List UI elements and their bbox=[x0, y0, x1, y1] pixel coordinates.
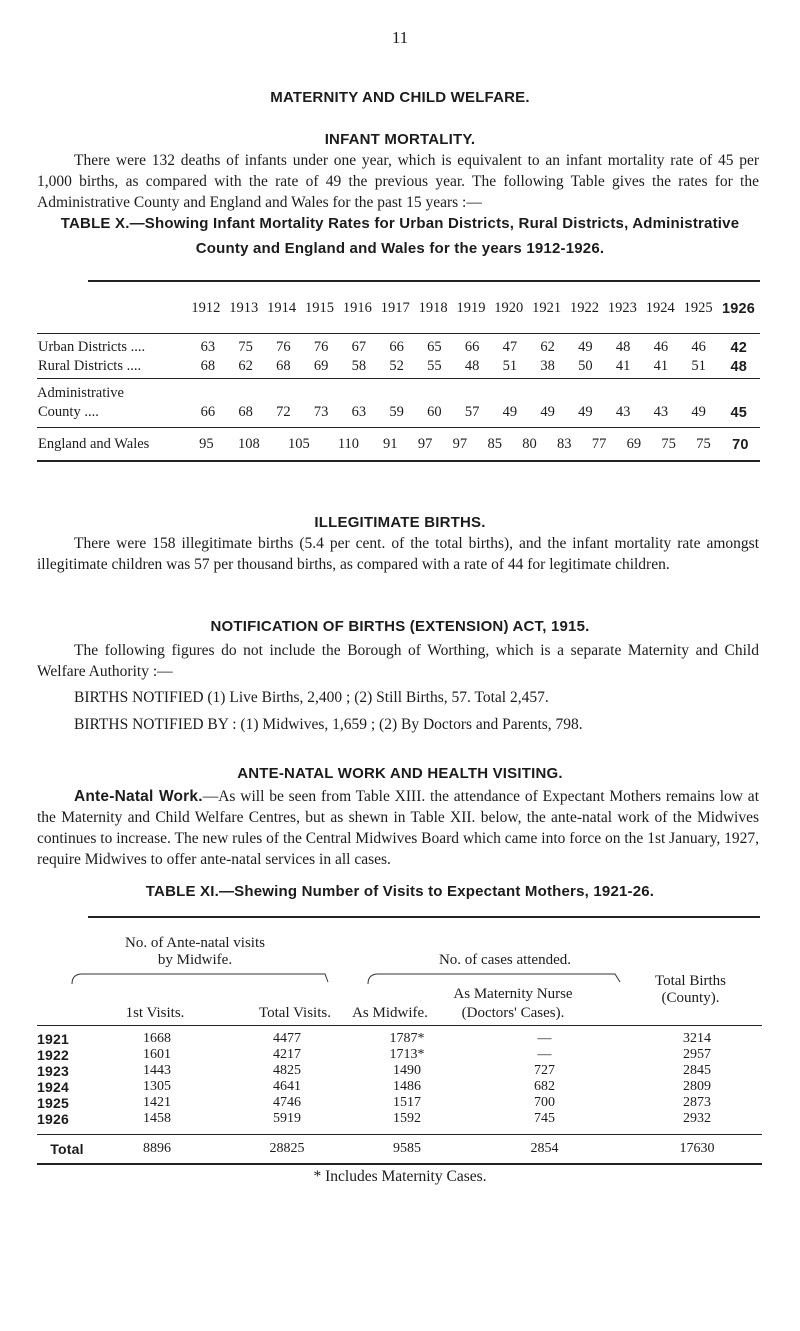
table-cell: 49 bbox=[578, 339, 593, 355]
col-nurse-line1: As Maternity Nurse bbox=[453, 986, 573, 1002]
table-cell: 4217 bbox=[273, 1047, 301, 1062]
year-cell: 1926 bbox=[37, 1111, 69, 1127]
table-cell: 2873 bbox=[683, 1095, 711, 1110]
year-header: 1925 bbox=[683, 300, 713, 316]
col-as-midwife: As Midwife. bbox=[352, 1005, 428, 1021]
table-cell: 60 bbox=[427, 404, 442, 420]
table-cell: 83 bbox=[557, 436, 572, 452]
antenatal-text: —As will be seen from Table XIII. the attendance of Expectant Mothers remains low at the Maternity and Child Welfare Centres, but as shewn in Table XII. below, the ante-natal work of the Midwives continues to increase. The new rules of the Central Midwives Board which came into force on the 1st January, 1927, require Midwives to offer ante-natal services in all cases. bbox=[37, 788, 759, 868]
year-header: 1914 bbox=[267, 300, 297, 316]
table11-births-header: Total Births (County). bbox=[654, 973, 727, 1006]
table11-group2-header: No. of cases attended. bbox=[438, 952, 572, 968]
table-cell: 95 bbox=[199, 436, 214, 452]
table-cell: 727 bbox=[534, 1063, 555, 1078]
table-cell: 1668 bbox=[143, 1031, 171, 1046]
table-cell: 63 bbox=[351, 404, 367, 420]
table-cell: 3214 bbox=[683, 1031, 711, 1046]
table-cell: 97 bbox=[452, 436, 468, 452]
table11-title: TABLE XI.—Shewing Number of Visits to Expectant Mothers, 1921-26. bbox=[145, 883, 655, 900]
year-header: 1926 bbox=[721, 300, 756, 317]
table-cell: 4746 bbox=[273, 1095, 301, 1110]
table-cell: 1517 bbox=[393, 1095, 421, 1110]
heading-antenatal-work: ANTE-NATAL WORK AND HEALTH VISITING. bbox=[237, 765, 563, 782]
col-total-visits: Total Visits. bbox=[259, 1005, 331, 1021]
table-cell: 69 bbox=[626, 436, 642, 452]
table11-footnote: * Includes Maternity Cases. bbox=[313, 1168, 487, 1185]
page-number: 11 bbox=[391, 28, 409, 47]
births-notified-line-1: BIRTHS NOTIFIED (1) Live Births, 2,400 ; (2) Still Births, 57. Total 2,457. bbox=[74, 689, 549, 706]
table-cell: 5919 bbox=[273, 1111, 301, 1126]
heading-notification-act: NOTIFICATION OF BIRTHS (EXTENSION) ACT, 1915. bbox=[210, 618, 590, 635]
table-cell: 1713* bbox=[389, 1047, 425, 1062]
table10-header bbox=[187, 299, 760, 318]
table-cell: 1458 bbox=[143, 1111, 171, 1126]
table-cell: 49 bbox=[502, 404, 518, 420]
year-header: 1913 bbox=[229, 300, 259, 316]
table-cell: 2957 bbox=[683, 1047, 711, 1062]
table-cell: 28825 bbox=[269, 1141, 305, 1156]
table10-rule-2 bbox=[37, 427, 760, 428]
table-cell: 49 bbox=[540, 404, 555, 420]
table-row bbox=[37, 1031, 762, 1047]
table-cell: 66 bbox=[389, 339, 404, 355]
table-cell: 105 bbox=[288, 436, 310, 452]
table11-header-rule bbox=[37, 1025, 762, 1026]
table-cell: 59 bbox=[389, 404, 404, 420]
table-cell: 1601 bbox=[143, 1047, 171, 1062]
year-cell: 1921 bbox=[37, 1031, 69, 1047]
table-cell: 62 bbox=[540, 339, 555, 355]
table-cell: 49 bbox=[578, 404, 593, 420]
group1-line2: by Midwife. bbox=[157, 952, 233, 968]
table-cell: 51 bbox=[691, 358, 706, 374]
year-header: 1922 bbox=[570, 300, 600, 316]
row-label-line1: Administrative bbox=[37, 385, 124, 401]
table-row bbox=[37, 403, 760, 422]
year-header: 1917 bbox=[380, 300, 410, 316]
paragraph-illegitimate-births: There were 158 illegitimate births (5.4 per cent. of the total births), and the infant mortality rate amongst illegitimate children was 57 per thousand births, as compared with a rate of 44 for legitimate children. bbox=[37, 535, 759, 573]
table-cell: 75 bbox=[661, 436, 676, 452]
table10-title-line1: TABLE X.—Showing Infant Mortality Rates for Urban Districts, Rural Districts, Administrative bbox=[60, 215, 740, 232]
year-cell: 1922 bbox=[37, 1047, 69, 1063]
table-cell: 52 bbox=[389, 358, 404, 374]
table-cell: 45 bbox=[730, 404, 748, 421]
table-row bbox=[37, 1095, 762, 1111]
table-cell: 63 bbox=[200, 339, 216, 355]
table10-title-line2: County and England and Wales for the years 1912-1926. bbox=[195, 240, 605, 257]
table10-top-rule bbox=[88, 280, 760, 282]
table-cell: 46 bbox=[691, 339, 706, 355]
table-cell: 50 bbox=[578, 358, 593, 374]
year-header: 1919 bbox=[456, 300, 486, 316]
table-cell: 51 bbox=[502, 358, 518, 374]
table-cell: 76 bbox=[313, 339, 329, 355]
table-cell: 68 bbox=[276, 358, 291, 374]
table-cell: 43 bbox=[653, 404, 669, 420]
table-cell: 9585 bbox=[393, 1141, 421, 1156]
table-cell: 66 bbox=[464, 339, 480, 355]
heading-illegitimate-births: ILLEGITIMATE BIRTHS. bbox=[314, 514, 486, 531]
table-cell: 745 bbox=[534, 1111, 555, 1126]
table-cell: 75 bbox=[696, 436, 711, 452]
table-cell: 2845 bbox=[683, 1063, 711, 1078]
table-cell: 68 bbox=[238, 404, 253, 420]
table-cell: 1592 bbox=[393, 1111, 421, 1126]
table-cell: 41 bbox=[615, 358, 631, 374]
table-cell: 77 bbox=[591, 436, 607, 452]
year-cell: 1925 bbox=[37, 1095, 69, 1111]
table10-body-c bbox=[37, 435, 760, 454]
col-first-visits: 1st Visits. bbox=[125, 1005, 185, 1021]
table-cell: 682 bbox=[534, 1079, 555, 1094]
table-cell: 2809 bbox=[683, 1079, 711, 1094]
table10-rule-1 bbox=[37, 378, 760, 379]
year-header: 1912 bbox=[191, 300, 221, 316]
table-row bbox=[37, 1111, 762, 1127]
year-header: 1924 bbox=[645, 300, 675, 316]
table-cell: 700 bbox=[534, 1095, 555, 1110]
table-row bbox=[37, 1079, 762, 1095]
row-label: Urban Districts .... bbox=[38, 339, 146, 355]
table11-total bbox=[37, 1141, 762, 1157]
table-cell: 4641 bbox=[273, 1079, 301, 1094]
table11-body bbox=[37, 1031, 762, 1127]
table-cell: 1443 bbox=[143, 1063, 171, 1078]
table-cell: 91 bbox=[383, 436, 398, 452]
table-cell: — bbox=[537, 1047, 552, 1062]
table-cell: 1486 bbox=[393, 1079, 421, 1094]
table-cell: 1305 bbox=[143, 1079, 171, 1094]
table-cell: 8896 bbox=[143, 1141, 171, 1156]
table-cell: 4477 bbox=[273, 1031, 301, 1046]
table10-body-b bbox=[37, 403, 760, 422]
table-cell: 68 bbox=[200, 358, 216, 374]
year-header: 1921 bbox=[532, 300, 562, 316]
table-cell: 85 bbox=[487, 436, 502, 452]
table-cell: — bbox=[537, 1031, 552, 1046]
year-header: 1920 bbox=[494, 300, 524, 316]
table10-body-a bbox=[37, 338, 760, 376]
row-label: England and Wales bbox=[38, 436, 150, 452]
table-cell: 80 bbox=[522, 436, 537, 452]
table-row bbox=[37, 338, 760, 357]
group1-line1: No. of Ante-natal visits bbox=[125, 935, 265, 951]
table10-header-rule bbox=[37, 333, 760, 334]
table-cell: 47 bbox=[502, 339, 518, 355]
table-cell: 55 bbox=[427, 358, 442, 374]
table11-top-rule bbox=[88, 916, 760, 918]
year-cell: 1924 bbox=[37, 1079, 69, 1095]
row-label: Rural Districts .... bbox=[38, 358, 142, 374]
table-cell: 42 bbox=[730, 339, 748, 356]
table-cell: 43 bbox=[615, 404, 631, 420]
table-row bbox=[37, 435, 760, 454]
table-cell: 62 bbox=[238, 358, 253, 374]
table-cell: 97 bbox=[417, 436, 433, 452]
paragraph-notification: The following figures do not include the Borough of Worthing, which is a separate Maternity and Child Welfare Authority :— bbox=[37, 642, 759, 680]
table-cell: 17630 bbox=[679, 1141, 715, 1156]
table-cell: 67 bbox=[351, 339, 367, 355]
table-cell: 48 bbox=[464, 358, 480, 374]
row-label: County .... bbox=[38, 404, 99, 420]
table-cell: 72 bbox=[276, 404, 291, 420]
table-cell: 57 bbox=[464, 404, 480, 420]
table-cell: 4825 bbox=[273, 1063, 301, 1078]
table11-bottom-rule bbox=[37, 1163, 762, 1165]
table-cell: 58 bbox=[351, 358, 367, 374]
table-row bbox=[37, 1063, 762, 1079]
table-row bbox=[37, 1047, 762, 1063]
heading-infant-mortality: INFANT MORTALITY. bbox=[324, 131, 476, 148]
table-cell: 75 bbox=[238, 339, 253, 355]
table-cell: 49 bbox=[691, 404, 706, 420]
table11-group1-header bbox=[75, 935, 315, 969]
table-cell: 48 bbox=[730, 358, 748, 375]
table-cell: 48 bbox=[615, 339, 631, 355]
table-row bbox=[37, 357, 760, 376]
table-cell: 2854 bbox=[530, 1141, 559, 1156]
paragraph-infant-mortality: There were 132 deaths of infants under one year, which is equivalent to an infant mortality rate of 45 per 1,000 births, as compared with the rate of 49 the previous year. The following Table gives the rates for the Administrative County and England and Wales for the past 15 years :— bbox=[37, 152, 759, 211]
table-cell: 69 bbox=[313, 358, 329, 374]
table-cell: 41 bbox=[653, 358, 669, 374]
year-cell: 1923 bbox=[37, 1063, 69, 1079]
table-cell: 76 bbox=[276, 339, 291, 355]
table-cell: 1490 bbox=[393, 1063, 421, 1078]
year-header: 1916 bbox=[342, 300, 372, 316]
table-cell: 1421 bbox=[143, 1095, 171, 1110]
table10-bottom-rule bbox=[37, 460, 760, 462]
table-cell: 108 bbox=[237, 436, 260, 452]
year-header: 1915 bbox=[305, 300, 334, 316]
table-cell: 110 bbox=[337, 436, 360, 452]
paragraph-antenatal bbox=[37, 786, 759, 870]
table11-total-rule bbox=[37, 1134, 762, 1135]
table-cell: 46 bbox=[653, 339, 669, 355]
year-header: 1918 bbox=[418, 300, 448, 316]
total-row bbox=[37, 1141, 762, 1157]
table-cell: 38 bbox=[540, 358, 555, 374]
table-cell: 66 bbox=[200, 404, 216, 420]
col-nurse-line2: (Doctors' Cases). bbox=[461, 1005, 565, 1021]
antenatal-lead-in: Ante-Natal Work. bbox=[74, 788, 203, 805]
births-notified-line-2: BIRTHS NOTIFIED BY : (1) Midwives, 1,659 ; (2) By Doctors and Parents, 798. bbox=[74, 716, 583, 733]
table-cell: 1787* bbox=[389, 1031, 425, 1046]
table-cell: 73 bbox=[313, 404, 329, 420]
table11-header-brackets bbox=[70, 972, 630, 986]
total-label: Total bbox=[50, 1141, 84, 1157]
table-cell: 70 bbox=[732, 436, 749, 453]
table-cell: 2932 bbox=[683, 1111, 711, 1126]
table-cell: 65 bbox=[427, 339, 442, 355]
year-header: 1923 bbox=[607, 300, 637, 316]
heading-main: MATERNITY AND CHILD WELFARE. bbox=[270, 89, 530, 106]
